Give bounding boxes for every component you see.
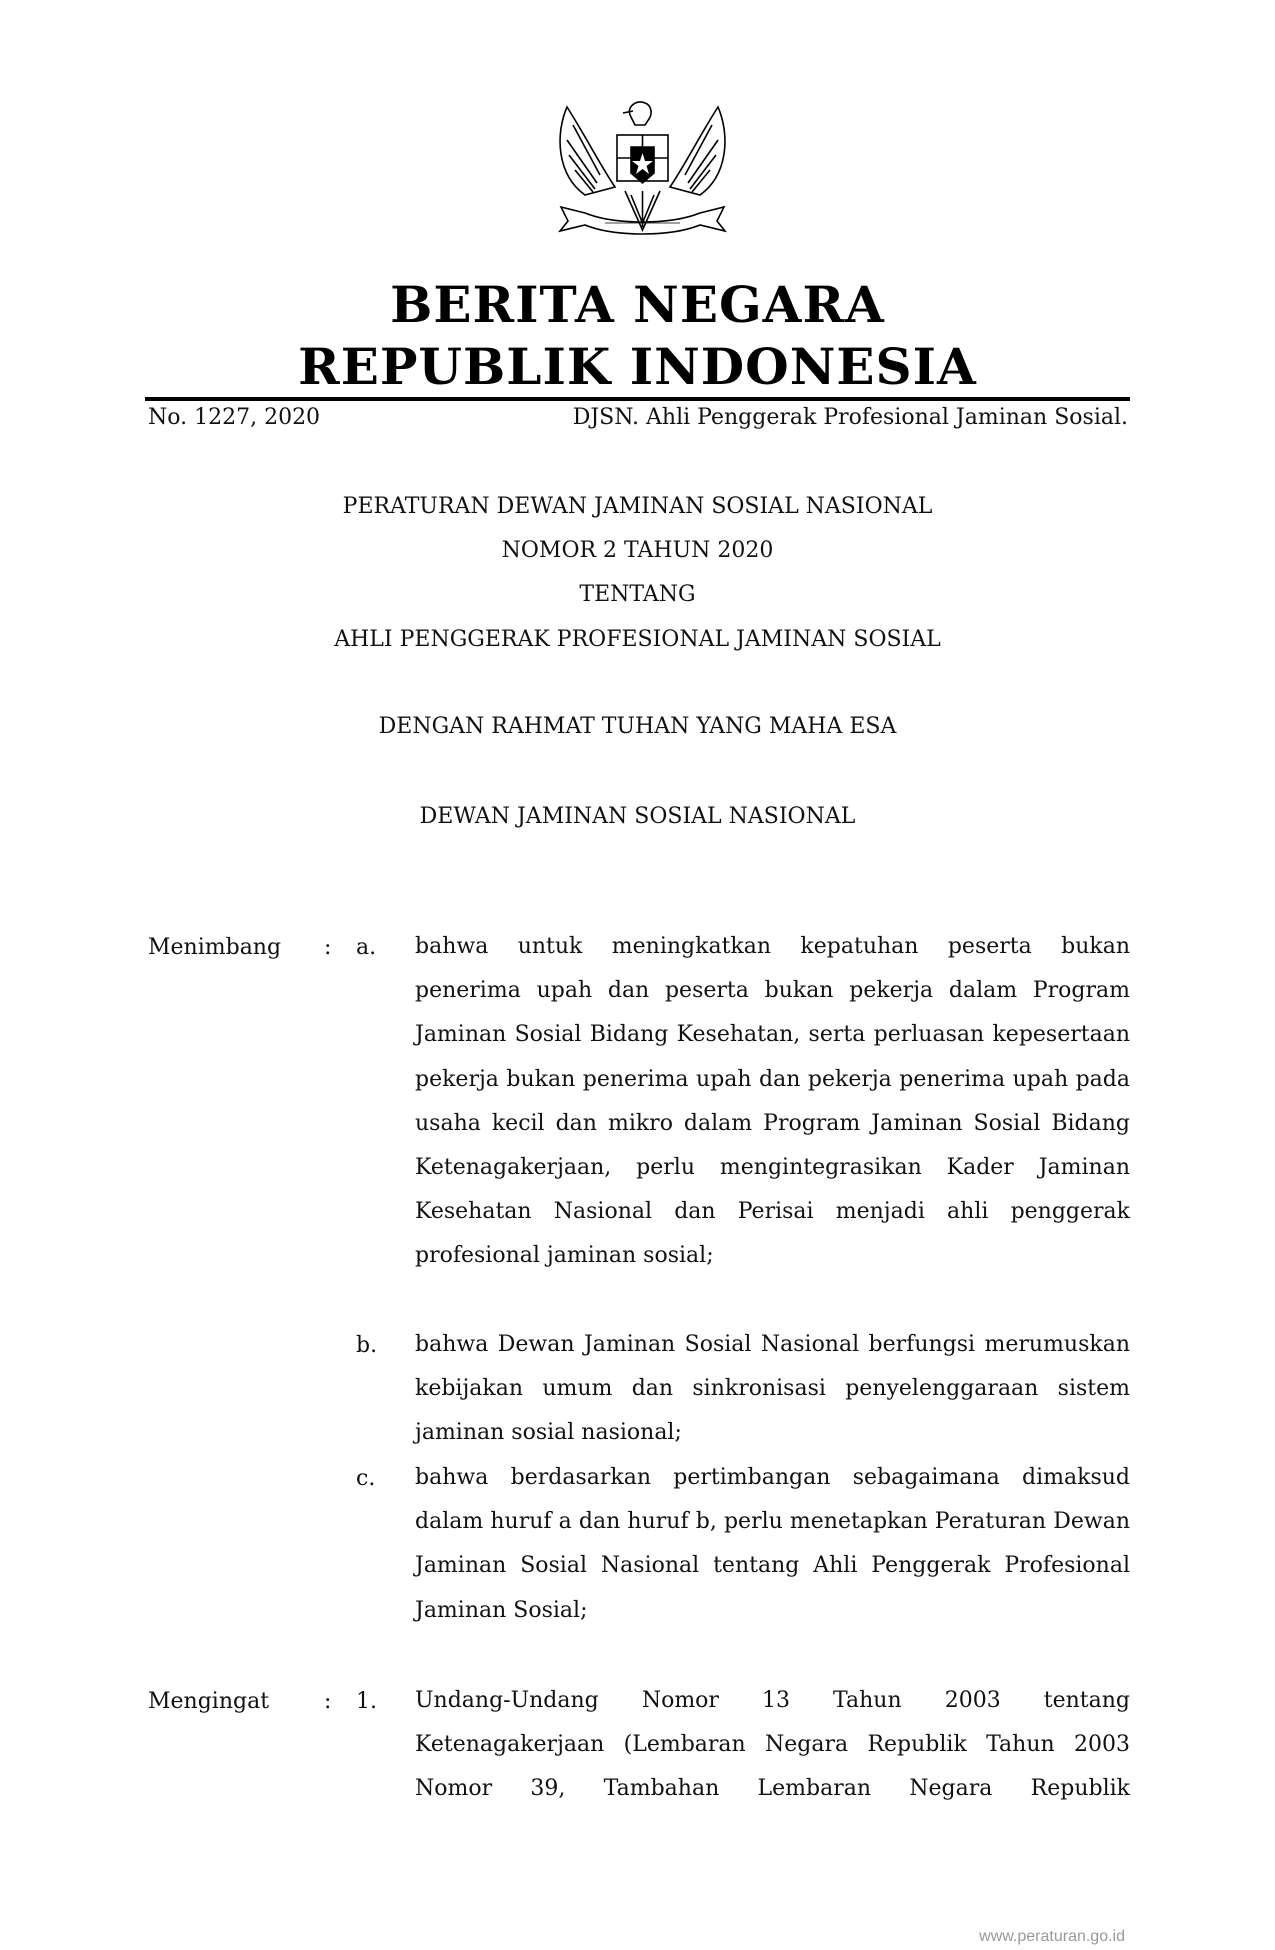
- item-marker: b.: [356, 1333, 378, 1358]
- invocation: DENGAN RAHMAT TUHAN YANG MAHA ESA: [378, 714, 897, 739]
- item-text: bahwa untuk meningkatkan kepatuhan peserta bukan penerima upah dan peserta bukan pekerja dalam Program Jaminan Sosial Bidang Kesehatan, serta perluasan kepesertaan pekerja bukan penerima upah dan pekerja penerima upah pada usaha kecil dan mikro dalam Program Jaminan Sosial Bidang Ketenagakerjaan, perlu mengintegrasikan Kader Jaminan Kesehatan Nasional dan Perisai menjadi ahli penggerak profesional jaminan sosial;: [415, 934, 1130, 1269]
- item-text: bahwa berdasarkan pertimbangan sebagaimana dimaksud dalam huruf a dan huruf b, perlu menetapkan Peraturan Dewan Jaminan Sosial Nasional tentang Ahli Penggerak Profesional Jaminan Sosial;: [415, 1465, 1130, 1623]
- regulation-subject: AHLI PENGGERAK PROFESIONAL JAMINAN SOSIAL: [334, 627, 941, 652]
- mengingat-label: Mengingat: [148, 1689, 270, 1714]
- separator-colon: :: [324, 1689, 332, 1714]
- issuing-authority: DEWAN JAMINAN SOSIAL NASIONAL: [419, 804, 856, 829]
- watermark-url: www.peraturan.go.id: [979, 1928, 1125, 1945]
- masthead-subtitle: REPUBLIK INDONESIA: [298, 337, 977, 396]
- regulation-title: PERATURAN DEWAN JAMINAN SOSIAL NASIONAL: [342, 494, 933, 519]
- header-rule: [145, 397, 1130, 401]
- item-marker: a.: [356, 935, 377, 960]
- masthead-title: BERITA NEGARA: [390, 275, 885, 334]
- menimbang-label: Menimbang: [148, 935, 282, 960]
- item-text: Undang-Undang Nomor 13 Tahun 2003 tentang Ketenagakerjaan (Lembaran Negara Republik Tahun 2003 Nomor 39, Tambahan Lembaran Negara Republik: [415, 1688, 1130, 1802]
- regulation-about: TENTANG: [579, 582, 696, 607]
- item-marker: c.: [356, 1466, 376, 1491]
- gazette-subject: DJSN. Ahli Penggerak Profesional Jaminan Sosial.: [572, 405, 1128, 430]
- garuda-pancasila-emblem-icon: [545, 95, 740, 255]
- item-text: bahwa Dewan Jaminan Sosial Nasional berfungsi merumuskan kebijakan umum dan sinkronisasi penyelenggaraan sistem jaminan sosial nasional;: [415, 1332, 1130, 1446]
- regulation-number: NOMOR 2 TAHUN 2020: [501, 538, 774, 563]
- separator-colon: :: [324, 935, 332, 960]
- item-marker: 1.: [356, 1689, 377, 1714]
- gazette-number: No. 1227, 2020: [148, 405, 321, 430]
